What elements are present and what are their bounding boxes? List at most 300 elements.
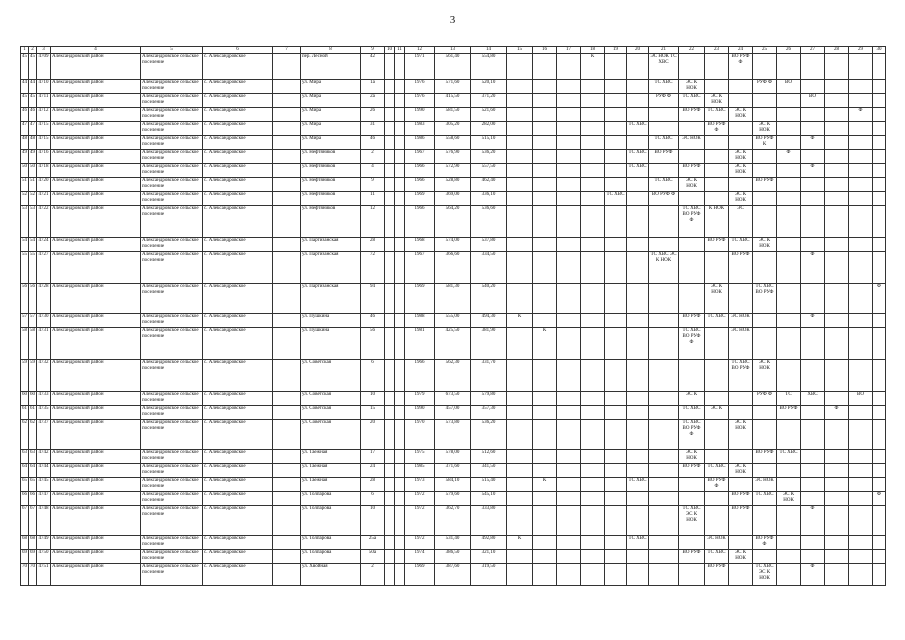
cell-col-29: [849, 164, 873, 178]
header-col-22: 22: [679, 47, 705, 54]
cell-col-5: Александровское сельское поселение: [141, 328, 203, 360]
cell-col-28: [825, 392, 849, 406]
cell-col-4: Александровский район: [51, 478, 141, 492]
cell-col-24: ЭС К НОК: [729, 192, 753, 206]
cell-col-10: [385, 478, 395, 492]
cell-col-25: ВО РУФ Ф: [753, 536, 777, 550]
cell-col-28: [825, 54, 849, 80]
cell-col-9: 46: [361, 314, 385, 328]
cell-col-20: [627, 392, 649, 406]
cell-col-27: [801, 178, 825, 192]
cell-col-23: [705, 506, 729, 536]
cell-col-7: [273, 360, 301, 392]
cell-col-8: ул. Толпарова: [301, 550, 361, 564]
cell-col-30: [873, 122, 886, 136]
cell-col-8: ул. Партизанская: [301, 252, 361, 284]
cell-col-26: [777, 94, 801, 108]
cell-col-26: [777, 550, 801, 564]
cell-col-6: с. Александровское: [203, 314, 273, 328]
cell-col-13: 578,00: [435, 450, 471, 464]
cell-col-29: [849, 122, 873, 136]
cell-col-1: 46: [21, 108, 29, 122]
cell-col-8: ул. Хвойная: [301, 564, 361, 586]
cell-col-7: [273, 178, 301, 192]
cell-col-15: [507, 478, 533, 492]
cell-col-29: [849, 478, 873, 492]
cell-col-10: [385, 192, 395, 206]
cell-col-6: с. Александровское: [203, 564, 273, 586]
cell-col-9: 1а: [361, 80, 385, 94]
cell-col-2: 64: [29, 464, 37, 478]
cell-col-8: ул. Мира: [301, 122, 361, 136]
table-row: [21, 392, 886, 406]
cell-col-25: [753, 150, 777, 164]
cell-col-22: [679, 54, 705, 80]
cell-col-6: с. Александровское: [203, 450, 273, 464]
cell-col-18: [581, 392, 605, 406]
cell-col-6: с. Александровское: [203, 192, 273, 206]
cell-col-6: с. Александровское: [203, 206, 273, 238]
cell-col-5: Александровское сельское поселение: [141, 360, 203, 392]
cell-col-4: Александровский район: [51, 192, 141, 206]
cell-col-8: ул. Таежная: [301, 478, 361, 492]
cell-col-5: Александровское сельское поселение: [141, 192, 203, 206]
cell-col-21: [649, 164, 679, 178]
cell-col-14: 512,60: [471, 450, 507, 464]
cell-col-12: 1990: [405, 406, 435, 420]
cell-col-20: [627, 206, 649, 238]
cell-col-26: [777, 478, 801, 492]
cell-col-26: [777, 328, 801, 360]
cell-col-2: 48: [29, 136, 37, 150]
cell-col-3: 4751: [37, 564, 51, 586]
cell-col-19: [605, 122, 627, 136]
cell-col-9: 28: [361, 478, 385, 492]
cell-col-13: 415,50: [435, 94, 471, 108]
cell-col-7: [273, 392, 301, 406]
cell-col-3: 4715: [37, 122, 51, 136]
cell-col-12: 1970: [405, 420, 435, 450]
cell-col-14: 336,10: [471, 192, 507, 206]
cell-col-17: [557, 122, 581, 136]
cell-col-30: [873, 54, 886, 80]
cell-col-3: 4718: [37, 164, 51, 178]
cell-col-20: [627, 192, 649, 206]
cell-col-4: Александровский район: [51, 536, 141, 550]
cell-col-14: 545,10: [471, 492, 507, 506]
cell-col-24: ЭС НОК: [729, 314, 753, 328]
cell-col-12: 1969: [405, 284, 435, 314]
cell-col-28: [825, 108, 849, 122]
cell-col-17: [557, 150, 581, 164]
cell-col-17: [557, 178, 581, 192]
header-col-18: 18: [581, 47, 605, 54]
cell-col-11: [395, 506, 405, 536]
cell-col-15: [507, 564, 533, 586]
cell-col-28: [825, 550, 849, 564]
cell-col-5: Александровское сельское поселение: [141, 420, 203, 450]
cell-col-24: ЭС: [729, 206, 753, 238]
cell-col-22: [679, 360, 705, 392]
cell-col-7: [273, 314, 301, 328]
cell-col-1: 56: [21, 284, 29, 314]
cell-col-12: 1971: [405, 54, 435, 80]
cell-col-9: 15: [361, 406, 385, 420]
cell-col-18: [581, 108, 605, 122]
cell-col-29: Ф: [849, 108, 873, 122]
table-row: [21, 122, 886, 136]
cell-col-29: [849, 328, 873, 360]
cell-col-9: 26: [361, 108, 385, 122]
cell-col-29: [849, 506, 873, 536]
cell-col-2: 46: [29, 108, 37, 122]
cell-col-13: 371,60: [435, 464, 471, 478]
cell-col-16: [533, 252, 557, 284]
table-row: [21, 492, 886, 506]
cell-col-11: [395, 284, 405, 314]
cell-col-1: 54: [21, 238, 29, 252]
cell-col-2: 47: [29, 122, 37, 136]
cell-col-19: [605, 136, 627, 150]
cell-col-20: [627, 54, 649, 80]
header-col-5: 5: [141, 47, 203, 54]
cell-col-10: [385, 252, 395, 284]
cell-col-21: ВО РУФ Ф: [649, 192, 679, 206]
cell-col-24: ТС ХВС ВО РУФ: [729, 360, 753, 392]
cell-col-10: [385, 54, 395, 80]
cell-col-14: 321,10: [471, 550, 507, 564]
cell-col-29: [849, 536, 873, 550]
cell-col-29: [849, 206, 873, 238]
cell-col-6: с. Александровское: [203, 550, 273, 564]
cell-col-8: ул. Советская: [301, 392, 361, 406]
cell-col-1: 70: [21, 564, 29, 586]
cell-col-12: 1969: [405, 564, 435, 586]
cell-col-21: [649, 450, 679, 464]
cell-col-7: [273, 328, 301, 360]
table-row: [21, 406, 886, 420]
cell-col-21: [649, 392, 679, 406]
cell-col-18: [581, 536, 605, 550]
cell-col-5: Александровское сельское поселение: [141, 206, 203, 238]
cell-col-29: [849, 564, 873, 586]
cell-col-18: [581, 206, 605, 238]
cell-col-2: 51: [29, 178, 37, 192]
cell-col-20: [627, 108, 649, 122]
cell-col-14: 540,20: [471, 284, 507, 314]
cell-col-11: [395, 564, 405, 586]
cell-col-23: ВО РУФ: [705, 238, 729, 252]
cell-col-18: [581, 328, 605, 360]
cell-col-27: ХВС: [801, 392, 825, 406]
cell-col-24: ЭС К НОК: [729, 550, 753, 564]
cell-col-17: [557, 328, 581, 360]
cell-col-24: ЭС НОК: [729, 328, 753, 360]
cell-col-23: ТС ХВС: [705, 464, 729, 478]
cell-col-13: 572,90: [435, 164, 471, 178]
cell-col-11: [395, 178, 405, 192]
cell-col-8: ул. Таежная: [301, 450, 361, 464]
cell-col-4: Александровский район: [51, 252, 141, 284]
cell-col-16: К: [533, 478, 557, 492]
cell-col-20: ТС ХВС: [627, 150, 649, 164]
cell-col-16: [533, 192, 557, 206]
cell-col-2: 45: [29, 94, 37, 108]
cell-col-23: ЭС НОК: [705, 536, 729, 550]
cell-col-12: 1966: [405, 164, 435, 178]
cell-col-11: [395, 164, 405, 178]
cell-col-15: [507, 252, 533, 284]
cell-col-22: ВО РУФ: [679, 550, 705, 564]
cell-col-30: [873, 478, 886, 492]
cell-col-29: [849, 80, 873, 94]
cell-col-23: [705, 360, 729, 392]
header-col-19: 19: [605, 47, 627, 54]
cell-col-9: 10: [361, 506, 385, 536]
cell-col-15: [507, 328, 533, 360]
cell-col-16: [533, 178, 557, 192]
cell-col-14: 536,20: [471, 420, 507, 450]
cell-col-26: [777, 122, 801, 136]
cell-col-24: [729, 94, 753, 108]
cell-col-1: 45: [21, 54, 29, 80]
cell-col-26: ВО РУФ: [777, 406, 801, 420]
cell-col-11: [395, 328, 405, 360]
cell-col-6: с. Александровское: [203, 420, 273, 450]
cell-col-21: [649, 122, 679, 136]
cell-col-20: ТС ХВС: [627, 164, 649, 178]
cell-col-17: [557, 108, 581, 122]
cell-col-1: 55: [21, 252, 29, 284]
cell-col-29: [849, 450, 873, 464]
cell-col-22: ВО РУФ: [679, 464, 705, 478]
cell-col-12: 1990: [405, 108, 435, 122]
cell-col-20: [627, 506, 649, 536]
cell-col-8: ул. Партизанская: [301, 238, 361, 252]
cell-col-18: [581, 450, 605, 464]
cell-col-8: ул. Нефтяников: [301, 192, 361, 206]
cell-col-25: [753, 192, 777, 206]
cell-col-25: [753, 550, 777, 564]
cell-col-24: [729, 122, 753, 136]
cell-col-17: [557, 406, 581, 420]
cell-col-16: [533, 150, 557, 164]
cell-col-4: Александровский район: [51, 164, 141, 178]
cell-col-12: 1974: [405, 550, 435, 564]
cell-col-8: ул. Советская: [301, 360, 361, 392]
cell-col-25: ВО РУФ: [753, 178, 777, 192]
cell-col-17: [557, 420, 581, 450]
cell-col-15: К: [507, 536, 533, 550]
cell-col-18: [581, 238, 605, 252]
cell-col-23: ТС ХВС: [705, 314, 729, 328]
cell-col-22: [679, 192, 705, 206]
cell-col-15: [507, 238, 533, 252]
cell-col-27: [801, 54, 825, 80]
cell-col-20: [627, 252, 649, 284]
cell-col-11: [395, 122, 405, 136]
cell-col-2: 44: [29, 80, 37, 94]
cell-col-21: ТС ХВС: [649, 80, 679, 94]
cell-col-5: Александровское сельское поселение: [141, 238, 203, 252]
cell-col-26: [777, 136, 801, 150]
header-col-1: 1: [21, 47, 29, 54]
cell-col-12: 1983: [405, 122, 435, 136]
cell-col-25: ЭС К НОК: [753, 122, 777, 136]
cell-col-2: 58: [29, 328, 37, 360]
cell-col-19: [605, 406, 627, 420]
cell-col-7: [273, 550, 301, 564]
cell-col-29: [849, 178, 873, 192]
cell-col-3: 4749: [37, 536, 51, 550]
cell-col-9: 11: [361, 192, 385, 206]
cell-col-28: [825, 492, 849, 506]
cell-col-29: [849, 252, 873, 284]
cell-col-30: [873, 420, 886, 450]
cell-col-19: [605, 54, 627, 80]
table-row: [21, 150, 886, 164]
cell-col-4: Александровский район: [51, 360, 141, 392]
cell-col-4: Александровский район: [51, 136, 141, 150]
cell-col-4: Александровский район: [51, 206, 141, 238]
cell-col-18: [581, 492, 605, 506]
cell-col-12: 1968: [405, 238, 435, 252]
cell-col-24: ЭС К НОК: [729, 420, 753, 450]
cell-col-18: [581, 252, 605, 284]
cell-col-14: 557,50: [471, 164, 507, 178]
cell-col-23: [705, 192, 729, 206]
cell-col-26: [777, 206, 801, 238]
cell-col-12: 1972: [405, 536, 435, 550]
table-row: [21, 206, 886, 238]
cell-col-11: [395, 94, 405, 108]
cell-col-8: ул. Мира: [301, 94, 361, 108]
cell-col-13: 571,60: [435, 80, 471, 94]
cell-col-11: [395, 536, 405, 550]
header-col-10: 10: [385, 47, 395, 54]
cell-col-14: 494,30: [471, 314, 507, 328]
cell-col-24: ВО РУФ: [729, 252, 753, 284]
cell-col-10: [385, 122, 395, 136]
cell-col-20: [627, 284, 649, 314]
cell-col-23: ВО РУФ: [705, 564, 729, 586]
cell-col-18: [581, 564, 605, 586]
cell-col-24: ВО РУФ Ф: [729, 54, 753, 80]
cell-col-12: 1967: [405, 252, 435, 284]
cell-col-28: [825, 164, 849, 178]
cell-col-7: [273, 492, 301, 506]
cell-col-25: [753, 314, 777, 328]
cell-col-5: Александровское сельское поселение: [141, 252, 203, 284]
cell-col-14: 554,80: [471, 54, 507, 80]
cell-col-20: [627, 406, 649, 420]
cell-col-15: [507, 54, 533, 80]
cell-col-12: 1975: [405, 450, 435, 464]
cell-col-21: [649, 420, 679, 450]
cell-col-28: [825, 314, 849, 328]
cell-col-9: 72: [361, 252, 385, 284]
cell-col-19: [605, 464, 627, 478]
cell-col-5: Александровское сельское поселение: [141, 164, 203, 178]
cell-col-17: [557, 506, 581, 536]
cell-col-23: [705, 54, 729, 80]
cell-col-6: с. Александровское: [203, 536, 273, 550]
cell-col-30: [873, 506, 886, 536]
cell-col-1: 48: [21, 136, 29, 150]
cell-col-28: [825, 252, 849, 284]
cell-col-9: 28: [361, 238, 385, 252]
cell-col-15: [507, 284, 533, 314]
cell-col-6: с. Александровское: [203, 150, 273, 164]
cell-col-19: [605, 392, 627, 406]
cell-col-14: 515,40: [471, 478, 507, 492]
header-col-27: 27: [801, 47, 825, 54]
cell-col-14: 536,60: [471, 206, 507, 238]
cell-col-14: 357,30: [471, 406, 507, 420]
cell-col-13: 305,20: [435, 122, 471, 136]
cell-col-12: 1976: [405, 94, 435, 108]
table-row: [21, 178, 886, 192]
register-table-wrapper: [20, 46, 883, 586]
cell-col-5: Александровское сельское поселение: [141, 314, 203, 328]
cell-col-6: с. Александровское: [203, 178, 273, 192]
cell-col-23: ТС ХВС: [705, 550, 729, 564]
cell-col-25: [753, 206, 777, 238]
cell-col-24: ВО РУФ: [729, 492, 753, 506]
cell-col-21: [649, 564, 679, 586]
cell-col-22: ЭС К: [679, 392, 705, 406]
cell-col-25: [753, 164, 777, 178]
cell-col-24: [729, 392, 753, 406]
cell-col-19: [605, 94, 627, 108]
cell-col-30: [873, 314, 886, 328]
cell-col-8: ул. Пушкина: [301, 328, 361, 360]
cell-col-7: [273, 192, 301, 206]
cell-col-12: 1972: [405, 492, 435, 506]
cell-col-3: 4748: [37, 506, 51, 536]
cell-col-1: 69: [21, 550, 29, 564]
cell-col-17: [557, 238, 581, 252]
cell-col-26: [777, 164, 801, 178]
cell-col-3: 4724: [37, 238, 51, 252]
cell-col-19: [605, 478, 627, 492]
cell-col-3: 4745: [37, 478, 51, 492]
cell-col-9: 10: [361, 392, 385, 406]
cell-col-2: 62: [29, 420, 37, 450]
cell-col-15: [507, 108, 533, 122]
cell-col-5: Александровское сельское поселение: [141, 284, 203, 314]
cell-col-30: [873, 238, 886, 252]
cell-col-10: [385, 464, 395, 478]
cell-col-4: Александровский район: [51, 108, 141, 122]
table-row: [21, 420, 886, 450]
cell-col-16: [533, 420, 557, 450]
cell-col-10: [385, 206, 395, 238]
cell-col-30: [873, 178, 886, 192]
cell-col-7: [273, 406, 301, 420]
cell-col-15: [507, 192, 533, 206]
cell-col-18: [581, 284, 605, 314]
cell-col-28: [825, 564, 849, 586]
cell-col-16: [533, 536, 557, 550]
cell-col-15: [507, 136, 533, 150]
cell-col-26: [777, 192, 801, 206]
cell-col-16: [533, 284, 557, 314]
cell-col-26: [777, 54, 801, 80]
cell-col-5: Александровское сельское поселение: [141, 506, 203, 536]
cell-col-2: 69: [29, 550, 37, 564]
cell-col-25: [753, 420, 777, 450]
